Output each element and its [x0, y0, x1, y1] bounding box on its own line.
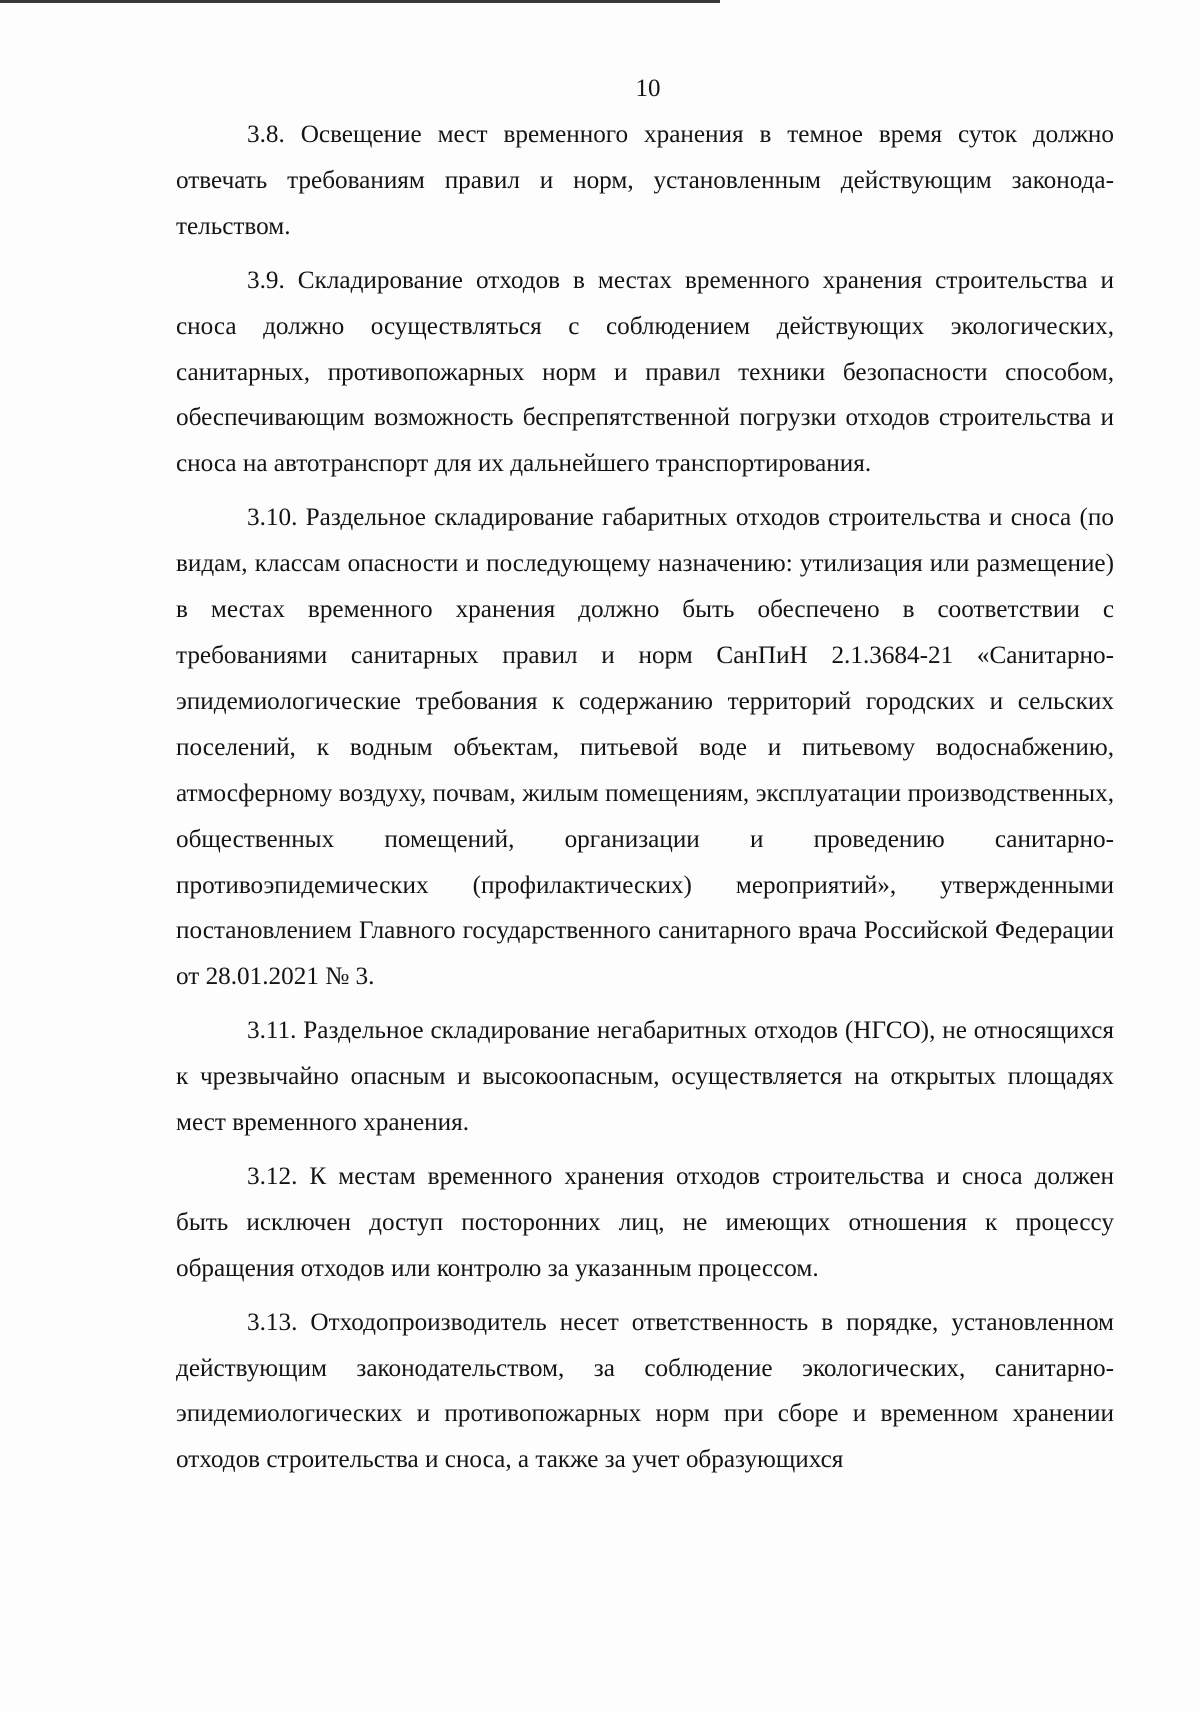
paragraph-3-13: 3.13. Отходопроизводитель несет ответственность в порядке, установленном действующим законодательством, за соблюдение экологических, санитарно-эпидемиологических и противопожарных норм при сборе и временном хранении отходов строительства и сноса, а также за учет образующихся [176, 1308, 1114, 1474]
page-number: 10 [635, 75, 661, 102]
top-border-line [0, 0, 720, 3]
paragraph-3-11: 3.11. Раздельное складирование негабаритных отходов (НГСО), не относящихся к чрезвычайно опасным и высокоопасным, осуществляется на открытых площадях мест временного хранения. [176, 1017, 1114, 1137]
paragraph-3-12: 3.12. К местам временного хранения отходов строительства и сноса должен быть исключен доступ посторонних лиц, не имеющих отношения к процессу обращения отходов или контролю за указанным процессом. [176, 1162, 1114, 1282]
document-body [176, 112, 1114, 1483]
paragraph-3-8: 3.8. Освещение мест временного хранения в темное время суток должно отвечать требованиям правил и норм, установленным действующим законодательством. [176, 121, 1114, 240]
paragraph-3-9: 3.9. Складирование отходов в местах временного хранения строительства и сноса должно осуществляться с соблюдением действующих экологических, санитарных, противопожарных норм и правил техники безопасности способом, обеспечивающим возможность беспрепятственной погрузки отходов строительства и сноса на автотранспорт для их дальнейшего транспортирования. [176, 266, 1114, 478]
paragraph-3-10: 3.10. Раздельное складирование габаритных отходов строительства и сноса (по видам, классам опасности и последующему назначению: утилизация или размещение) в местах временного хранения должно быть обеспечено в соответствии с требованиями санитарных правил и норм СанПиН 2.1.3684-21 «Санитарно-эпидемиологические требования к содержанию территорий городских и сельских поселений, к водным объектам, питьевой воде и питьевому водоснабжению, атмосферному воздуху, почвам, жилым помещениям, эксплуатации производственных, общественных помещений, организации и проведению санитарно-противоэпидемических (профилактических) мероприятий», утвержденными постановлением Главного государственного санитарного врача Российской Федерации от 28.01.2021 № 3. [176, 504, 1114, 991]
